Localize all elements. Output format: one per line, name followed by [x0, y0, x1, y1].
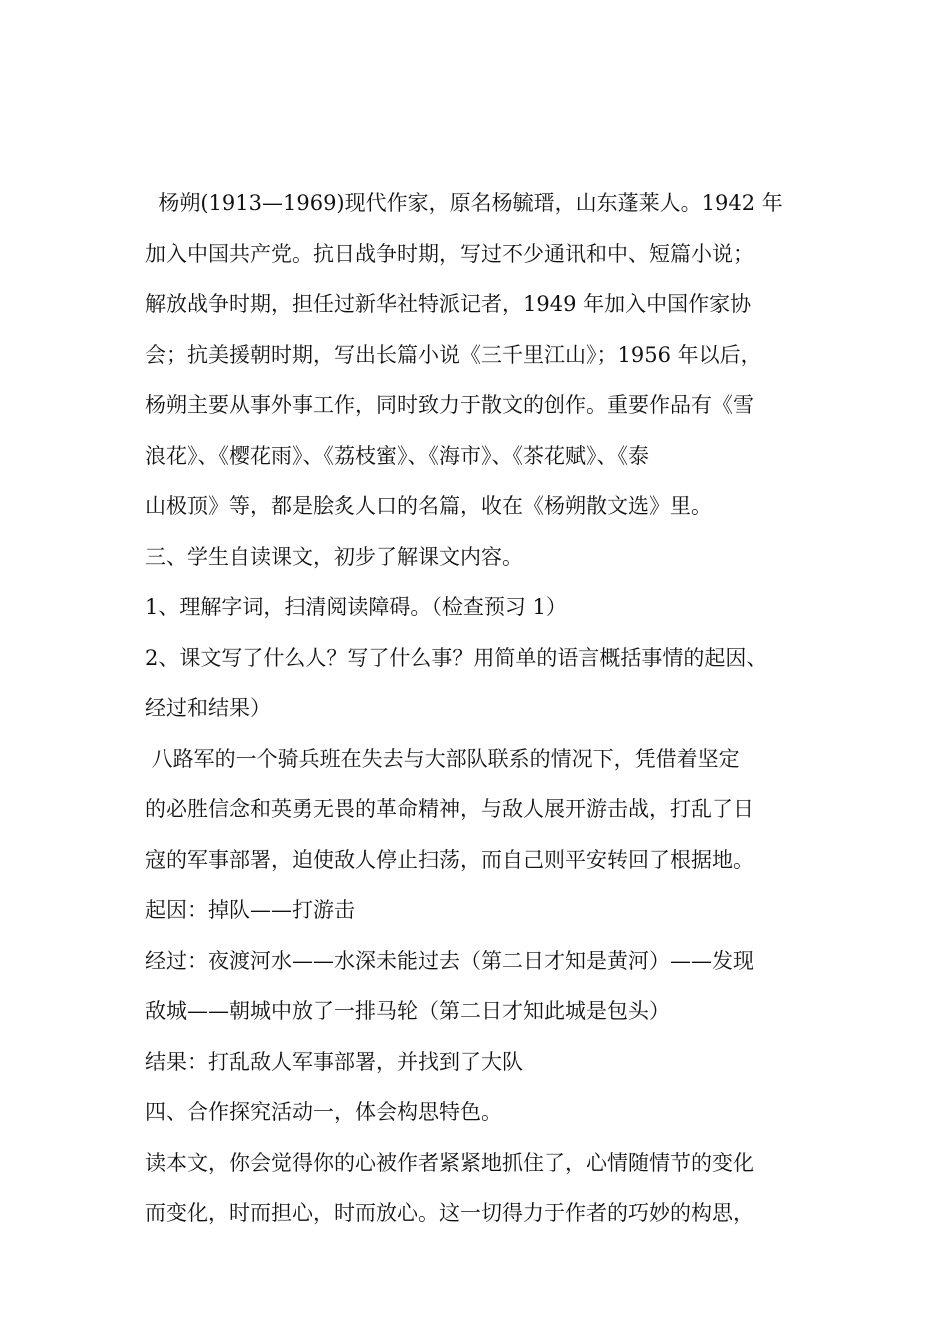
text-line: 浪花》、《樱花雨》、《荔枝蜜》、《海市》、《茶花赋》、《泰	[145, 443, 649, 468]
section-heading: 四、合作探究活动一，体会构思特色。	[145, 1100, 502, 1124]
text-line: 读本文，你会觉得你的心被作者紧紧地抓住了，心情随情节的变化	[145, 1150, 754, 1175]
document-body	[145, 178, 810, 1239]
text-line: 山极顶》等，都是脍炙人口的名篇，收在《杨朔散文选》里。	[145, 494, 712, 518]
text-line: 结果：打乱敌人军事部署，并找到了大队	[145, 1049, 523, 1074]
text-line: 八路军的一个骑兵班在失去与大部队联系的情况下，凭借着坚定	[145, 746, 740, 771]
text-line: 而变化，时而担心，时而放心。这一切得力于作者的巧妙的构思，	[145, 1201, 754, 1225]
text-line: 起因：掉队——打游击	[145, 898, 355, 922]
text-line: 经过：夜渡河水——水深未能过去（第二日才知是黄河）——发现	[145, 948, 754, 973]
section-heading: 三、学生自读课文，初步了解课文内容。	[145, 544, 523, 569]
text-line: 杨朔(1913—1969)现代作家，原名杨毓瑨，山东蓬莱人。1942 年	[145, 191, 783, 215]
text-line: 解放战争时期，担任过新华社特派记者，1949 年加入中国作家协	[145, 292, 752, 316]
text-line: 会；抗美援朝时期，写出长篇小说《三千里江山》；1956 年以后，	[145, 342, 762, 367]
text-line: 杨朔主要从事外事工作，同时致力于散文的创作。重要作品有《雪	[145, 393, 754, 417]
text-line: 寇的军事部署，迫使敌人停止扫荡，而自己则平安转回了根据地。	[145, 847, 754, 872]
list-item: 2、课文写了什么人？写了什么事？用简单的语言概括事情的起因、	[145, 645, 768, 670]
text-line: 的必胜信念和英勇无畏的革命精神，与敌人展开游击战，打乱了日	[145, 797, 754, 821]
list-item: 1、理解字词，扫清阅读障碍。（检查预习 1）	[145, 595, 567, 619]
text-line: 加入中国共产党。抗日战争时期，写过不少通讯和中、短篇小说；	[145, 241, 754, 266]
text-line: 敌城——朝城中放了一排马轮（第二日才知此城是包头）	[145, 999, 670, 1023]
text-line: 经过和结果）	[145, 696, 271, 720]
